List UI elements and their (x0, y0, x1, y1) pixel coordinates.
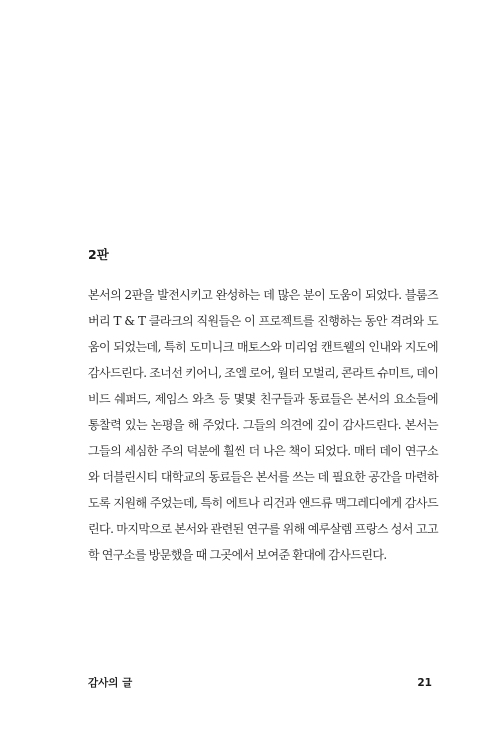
body-paragraph (88, 282, 438, 568)
page-number: 21 (417, 677, 432, 689)
paragraph-line: 와 더블린시티 대학교의 동료들은 본서를 쓰는 데 필요한 공간을 마련하 (88, 470, 438, 484)
paragraph-line: 도록 지원해 주었는데, 특히 에트나 리건과 앤드류 맥그레디에게 감사드 (88, 496, 438, 510)
paragraph-line: 비드 쉐퍼드, 제임스 와츠 등 몇몇 친구들과 동료들은 본서의 요소들에 (88, 392, 438, 406)
paragraph-line: 감사드린다. 조너선 키어니, 조엘 로어, 월터 모벌리, 콘라트 슈미트, 데이 (88, 366, 439, 380)
paragraph-line: 그들의 세심한 주의 덕분에 훨씬 더 나은 책이 되었다. 매터 데이 연구소 (88, 444, 438, 458)
paragraph-line: 본서의 2판을 발전시키고 완성하는 데 많은 분이 도움이 되었다. 블룸즈 (88, 288, 438, 302)
paragraph-line: 린다. 마지막으로 본서와 관련된 연구를 위해 예루살렘 프랑스 성서 고고 (88, 522, 438, 536)
section-heading: 2판 (88, 247, 109, 262)
paragraph-line: 버리 T & T 클라크의 직원들은 이 프로젝트를 진행하는 동안 격려와 도 (88, 314, 438, 328)
paragraph-line: 움이 되었는데, 특히 도미니크 매토스와 미리엄 캔트웰의 인내와 지도에 (88, 340, 438, 354)
paragraph-line: 통찰력 있는 논평을 해 주었다. 그들의 의견에 깊이 감사드린다. 본서는 (88, 418, 438, 432)
paragraph-line: 학 연구소를 방문했을 때 그곳에서 보여준 환대에 감사드린다. (88, 548, 387, 562)
running-footer-title: 감사의 글 (88, 677, 133, 689)
